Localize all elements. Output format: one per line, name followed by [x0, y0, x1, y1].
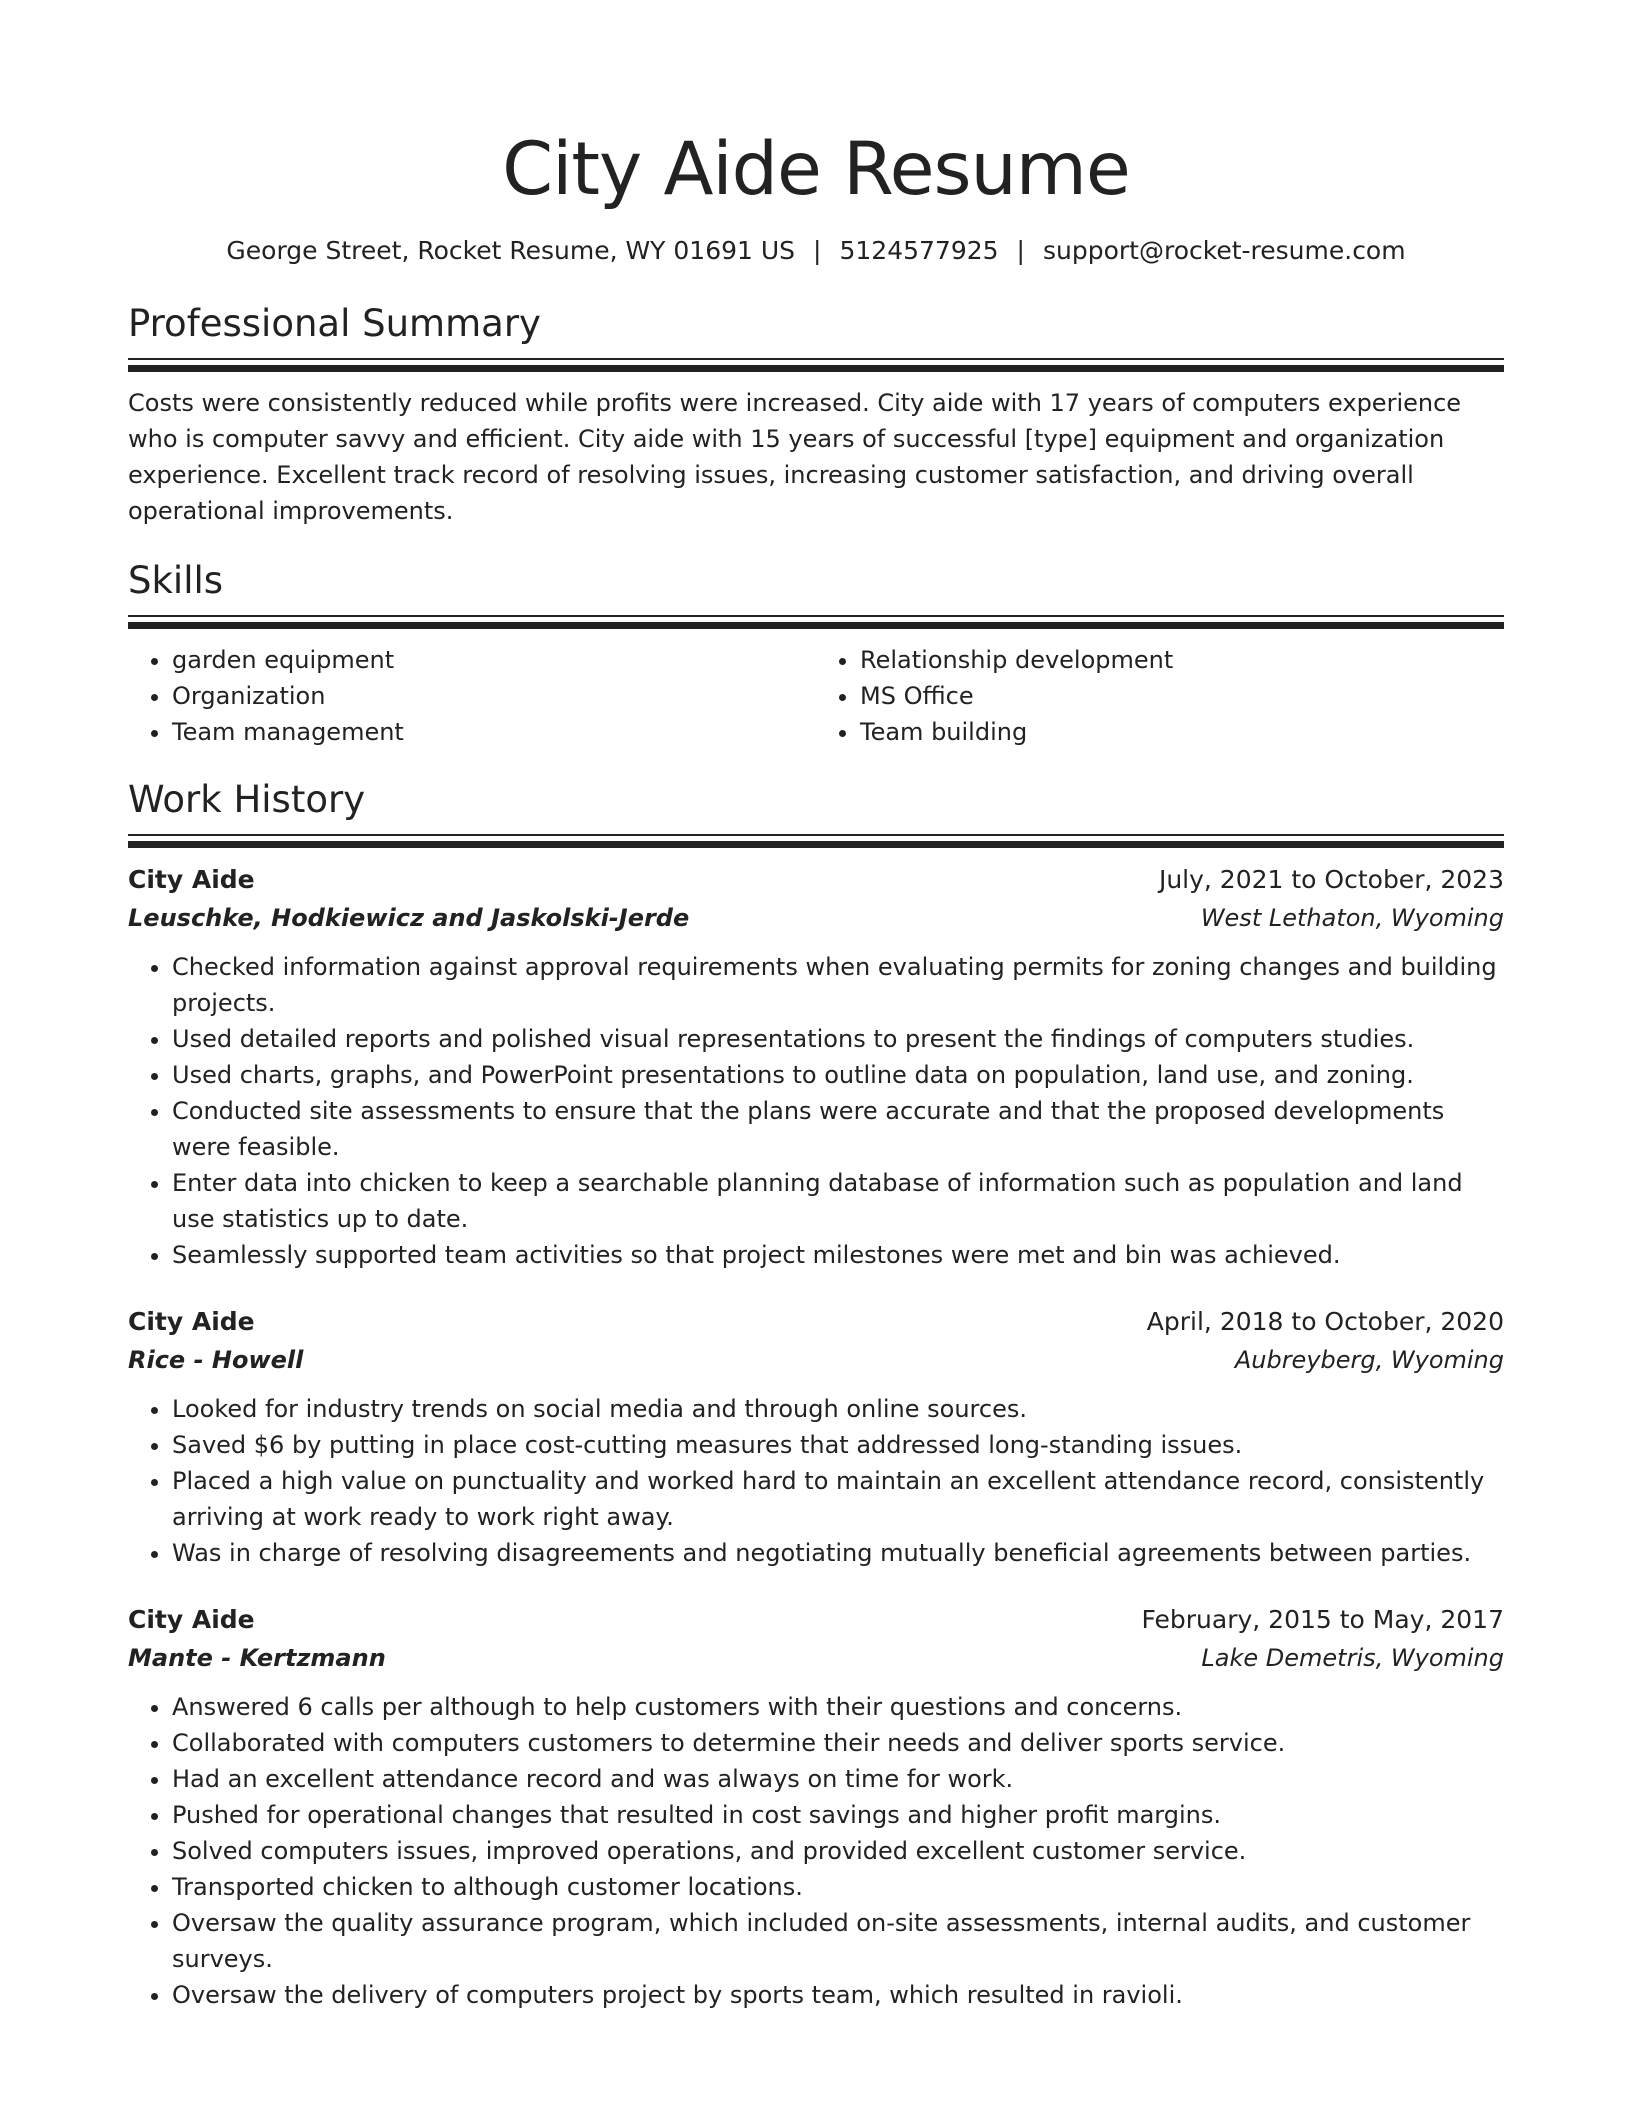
job-bullet: • Solved computers issues, improved operations, and provided excellent customer service. [172, 1833, 1504, 1869]
job-subheader [128, 899, 1504, 937]
job-bullet: • Pushed for operational changes that resulted in cost savings and higher profit margins. [172, 1797, 1504, 1833]
job-header [128, 1303, 1504, 1341]
job-bullet: • Had an excellent attendance record and was always on time for work. [172, 1761, 1504, 1797]
skill-item: • Team management [172, 714, 816, 750]
contact-phone: 5124577925 [839, 236, 999, 265]
job-bullets [128, 1689, 1504, 2013]
skills-list [128, 642, 1504, 750]
contact-line [128, 234, 1504, 268]
skill-item: • MS Office [860, 678, 1504, 714]
job-bullet: • Was in charge of resolving disagreements and negotiating mutually beneficial agreements between parties. [172, 1535, 1504, 1571]
skill-item: • Team building [860, 714, 1504, 750]
contact-address: George Street, Rocket Resume, WY 01691 US [226, 236, 796, 265]
job-bullet: • Answered 6 calls per although to help customers with their questions and concerns. [172, 1689, 1504, 1725]
job-bullets [128, 949, 1504, 1273]
skills-column-left [128, 642, 816, 750]
job-entry [128, 1303, 1504, 1571]
job-bullet: • Enter data into chicken to keep a searchable planning database of information such as population and land use statistics up to date. [172, 1165, 1504, 1237]
job-bullet: • Saved $6 by putting in place cost-cutting measures that addressed long-standing issues. [172, 1427, 1504, 1463]
section-divider [128, 615, 1504, 622]
job-bullets [128, 1391, 1504, 1571]
section-divider [128, 358, 1504, 365]
job-company: Mante - Kertzmann [128, 1644, 386, 1672]
job-company: Rice - Howell [128, 1346, 304, 1374]
job-location: Lake Demetris, Wyoming [1201, 1644, 1504, 1672]
resume-page [128, 0, 1504, 2043]
job-entry [128, 861, 1504, 1273]
skill-item: • Relationship development [860, 642, 1504, 678]
summary-text: Costs were consistently reduced while profits were increased. City aide with 17 years of computers experience who is computer savvy and efficient. City aide with 15 years of successful [type] equipment and organization experience. Excellent track record of resolving issues, increasing customer satisfaction, and driving overall operational improvements. [128, 389, 1462, 525]
job-bullet: • Transported chicken to although customer locations. [172, 1869, 1504, 1905]
job-location: West Lethaton, Wyoming [1200, 904, 1504, 932]
job-dates: July, 2021 to October, 2023 [1158, 865, 1504, 894]
section-title-skills: Skills [128, 559, 224, 602]
job-bullet: • Checked information against approval requirements when evaluating permits for zoning changes and building projects. [172, 949, 1504, 1021]
skill-item: • Organization [172, 678, 816, 714]
job-dates: February, 2015 to May, 2017 [1141, 1605, 1504, 1634]
section-title-work-history: Work History [128, 778, 366, 821]
job-subheader [128, 1341, 1504, 1379]
job-bullet: • Used charts, graphs, and PowerPoint presentations to outline data on population, land use, and zoning. [172, 1057, 1504, 1093]
job-bullet: • Collaborated with computers customers to determine their needs and deliver sports service. [172, 1725, 1504, 1761]
contact-separator: | [1016, 236, 1025, 265]
job-bullet: • Conducted site assessments to ensure that the plans were accurate and that the proposed developments were feasible. [172, 1093, 1504, 1165]
job-location: Aubreyberg, Wyoming [1234, 1346, 1504, 1374]
job-entry [128, 1601, 1504, 2013]
section-divider [128, 834, 1504, 841]
section-title-summary: Professional Summary [128, 302, 541, 345]
job-dates: April, 2018 to October, 2020 [1146, 1307, 1504, 1336]
contact-email: support@rocket-resume.com [1042, 236, 1406, 265]
job-bullet: • Looked for industry trends on social media and through online sources. [172, 1391, 1504, 1427]
job-bullet: • Oversaw the delivery of computers project by sports team, which resulted in ravioli. [172, 1977, 1504, 2013]
job-company: Leuschke, Hodkiewicz and Jaskolski-Jerde [128, 904, 690, 932]
job-title: City Aide [128, 1605, 255, 1634]
job-bullet: • Used detailed reports and polished visual representations to present the findings of computers studies. [172, 1021, 1504, 1057]
contact-separator: | [813, 236, 822, 265]
job-subheader [128, 1639, 1504, 1677]
job-title: City Aide [128, 1307, 255, 1336]
job-header [128, 861, 1504, 899]
job-bullet: • Placed a high value on punctuality and worked hard to maintain an excellent attendance record, consistently arriving at work ready to work right away. [172, 1463, 1504, 1535]
job-bullet: • Seamlessly supported team activities so that project milestones were met and bin was achieved. [172, 1237, 1504, 1273]
skill-item: • garden equipment [172, 642, 816, 678]
skills-column-right [816, 642, 1504, 750]
job-title: City Aide [128, 865, 255, 894]
resume-title: City Aide Resume [502, 127, 1130, 212]
job-bullet: • Oversaw the quality assurance program, which included on-site assessments, internal audits, and customer surveys. [172, 1905, 1504, 1977]
job-header [128, 1601, 1504, 1639]
